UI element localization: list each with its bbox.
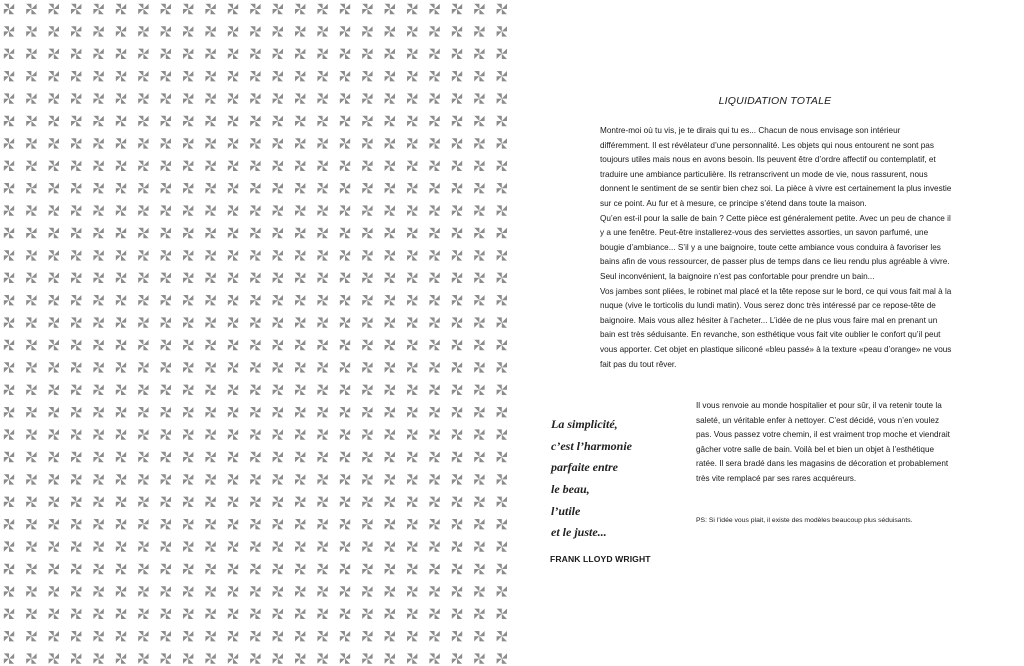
article-paragraph: Vos jambes sont pliées, le robinet mal placé et la tête repose sur le bord, ce qui vous fait mal à la nuque (vive le torticolis du lundi matin). Vous serez donc très intéressé par ce repose-tête de baignoire. Mais vous allez hésiter à l’acheter... L’idée de ne plus vous faire mal en prenant un bain est très séduisante. En revanche, son esthétique vous fait vite oublier le confort qu’il peut vous apporter. Cet objet en plastique siliconé «bleu passé» à la texture «peau d’orange» ne vous fait pas du tout rêver.: [600, 286, 952, 369]
article-paragraph: Qu’en est-il pour la salle de bain ? Cette pièce est généralement petite. Avec un peu de chance il y a une fenêtre. Peut-être installerez-vous des serviettes assorties, un savon parfumé, une bougie d’ambiance... S’il y a une baignoire, toute cette ambiance vous conduira à favoriser les bains afin de vous ressourcer, de passer plus de temps dans ce lieu rendu plus agréable à vivre.: [600, 213, 951, 267]
quote-line: et le juste...: [551, 525, 607, 540]
quote-line: La simplicité,: [551, 417, 618, 431]
quote-author: FRANK LLOYD WRIGHT: [550, 554, 651, 564]
article-paragraph: Seul inconvénient, la baignoire n’est pas confortable pour prendre un bain...: [600, 271, 875, 281]
quote-line: l’utile: [551, 503, 581, 518]
article-paragraph: Il vous renvoie au monde hospitalier et pour sûr, il va retenir toute la saleté, un véritable enfer à nettoyer. C’est décidé, vous n’en voulez pas. Vous passez votre chemin, il est vraiment trop moche et viendrait gâcher votre salle de bain. Voilà bel et bien un objet à l’esthétique ratée. Il sera bradé dans les magasins de décoration et probablement très vite remplacé par ses rares acquéreurs.: [696, 401, 950, 483]
postscript: PS: Si l’idée vous plait, il existe des modèles beaucoup plus séduisants.: [696, 517, 913, 524]
quote-line: le beau,: [551, 482, 590, 497]
article-paragraph: Montre-moi où tu vis, je te dirais qui tu es... Chacun de nous envisage son intérieur différemment. Il est révélateur d’une personnalité. Les objets qui nous entourent ne sont pas toujours utiles mais nous en avons besoin. Ils peuvent être d’ordre affectif ou contemplatif, et traduire une ambiance particulière. Ils retranscrivent un mode de vie, nous rassurent, nous donnent le sentiment de se sentir bien chez soi. La pièce à vivre est certainement la plus investie sur ce point. Au fur et à mesure, ce principe s’étend dans toute la maison.: [600, 126, 952, 208]
pull-quote: [551, 417, 691, 544]
article-body: [600, 124, 952, 372]
article-title: LIQUIDATION TOTALE: [718, 95, 832, 107]
quote-line: parfaite entre: [551, 460, 618, 475]
article-continuation: [696, 399, 952, 487]
pattern-motifs: [4, 4, 512, 666]
quote-line: c’est l’harmonie: [551, 438, 632, 453]
